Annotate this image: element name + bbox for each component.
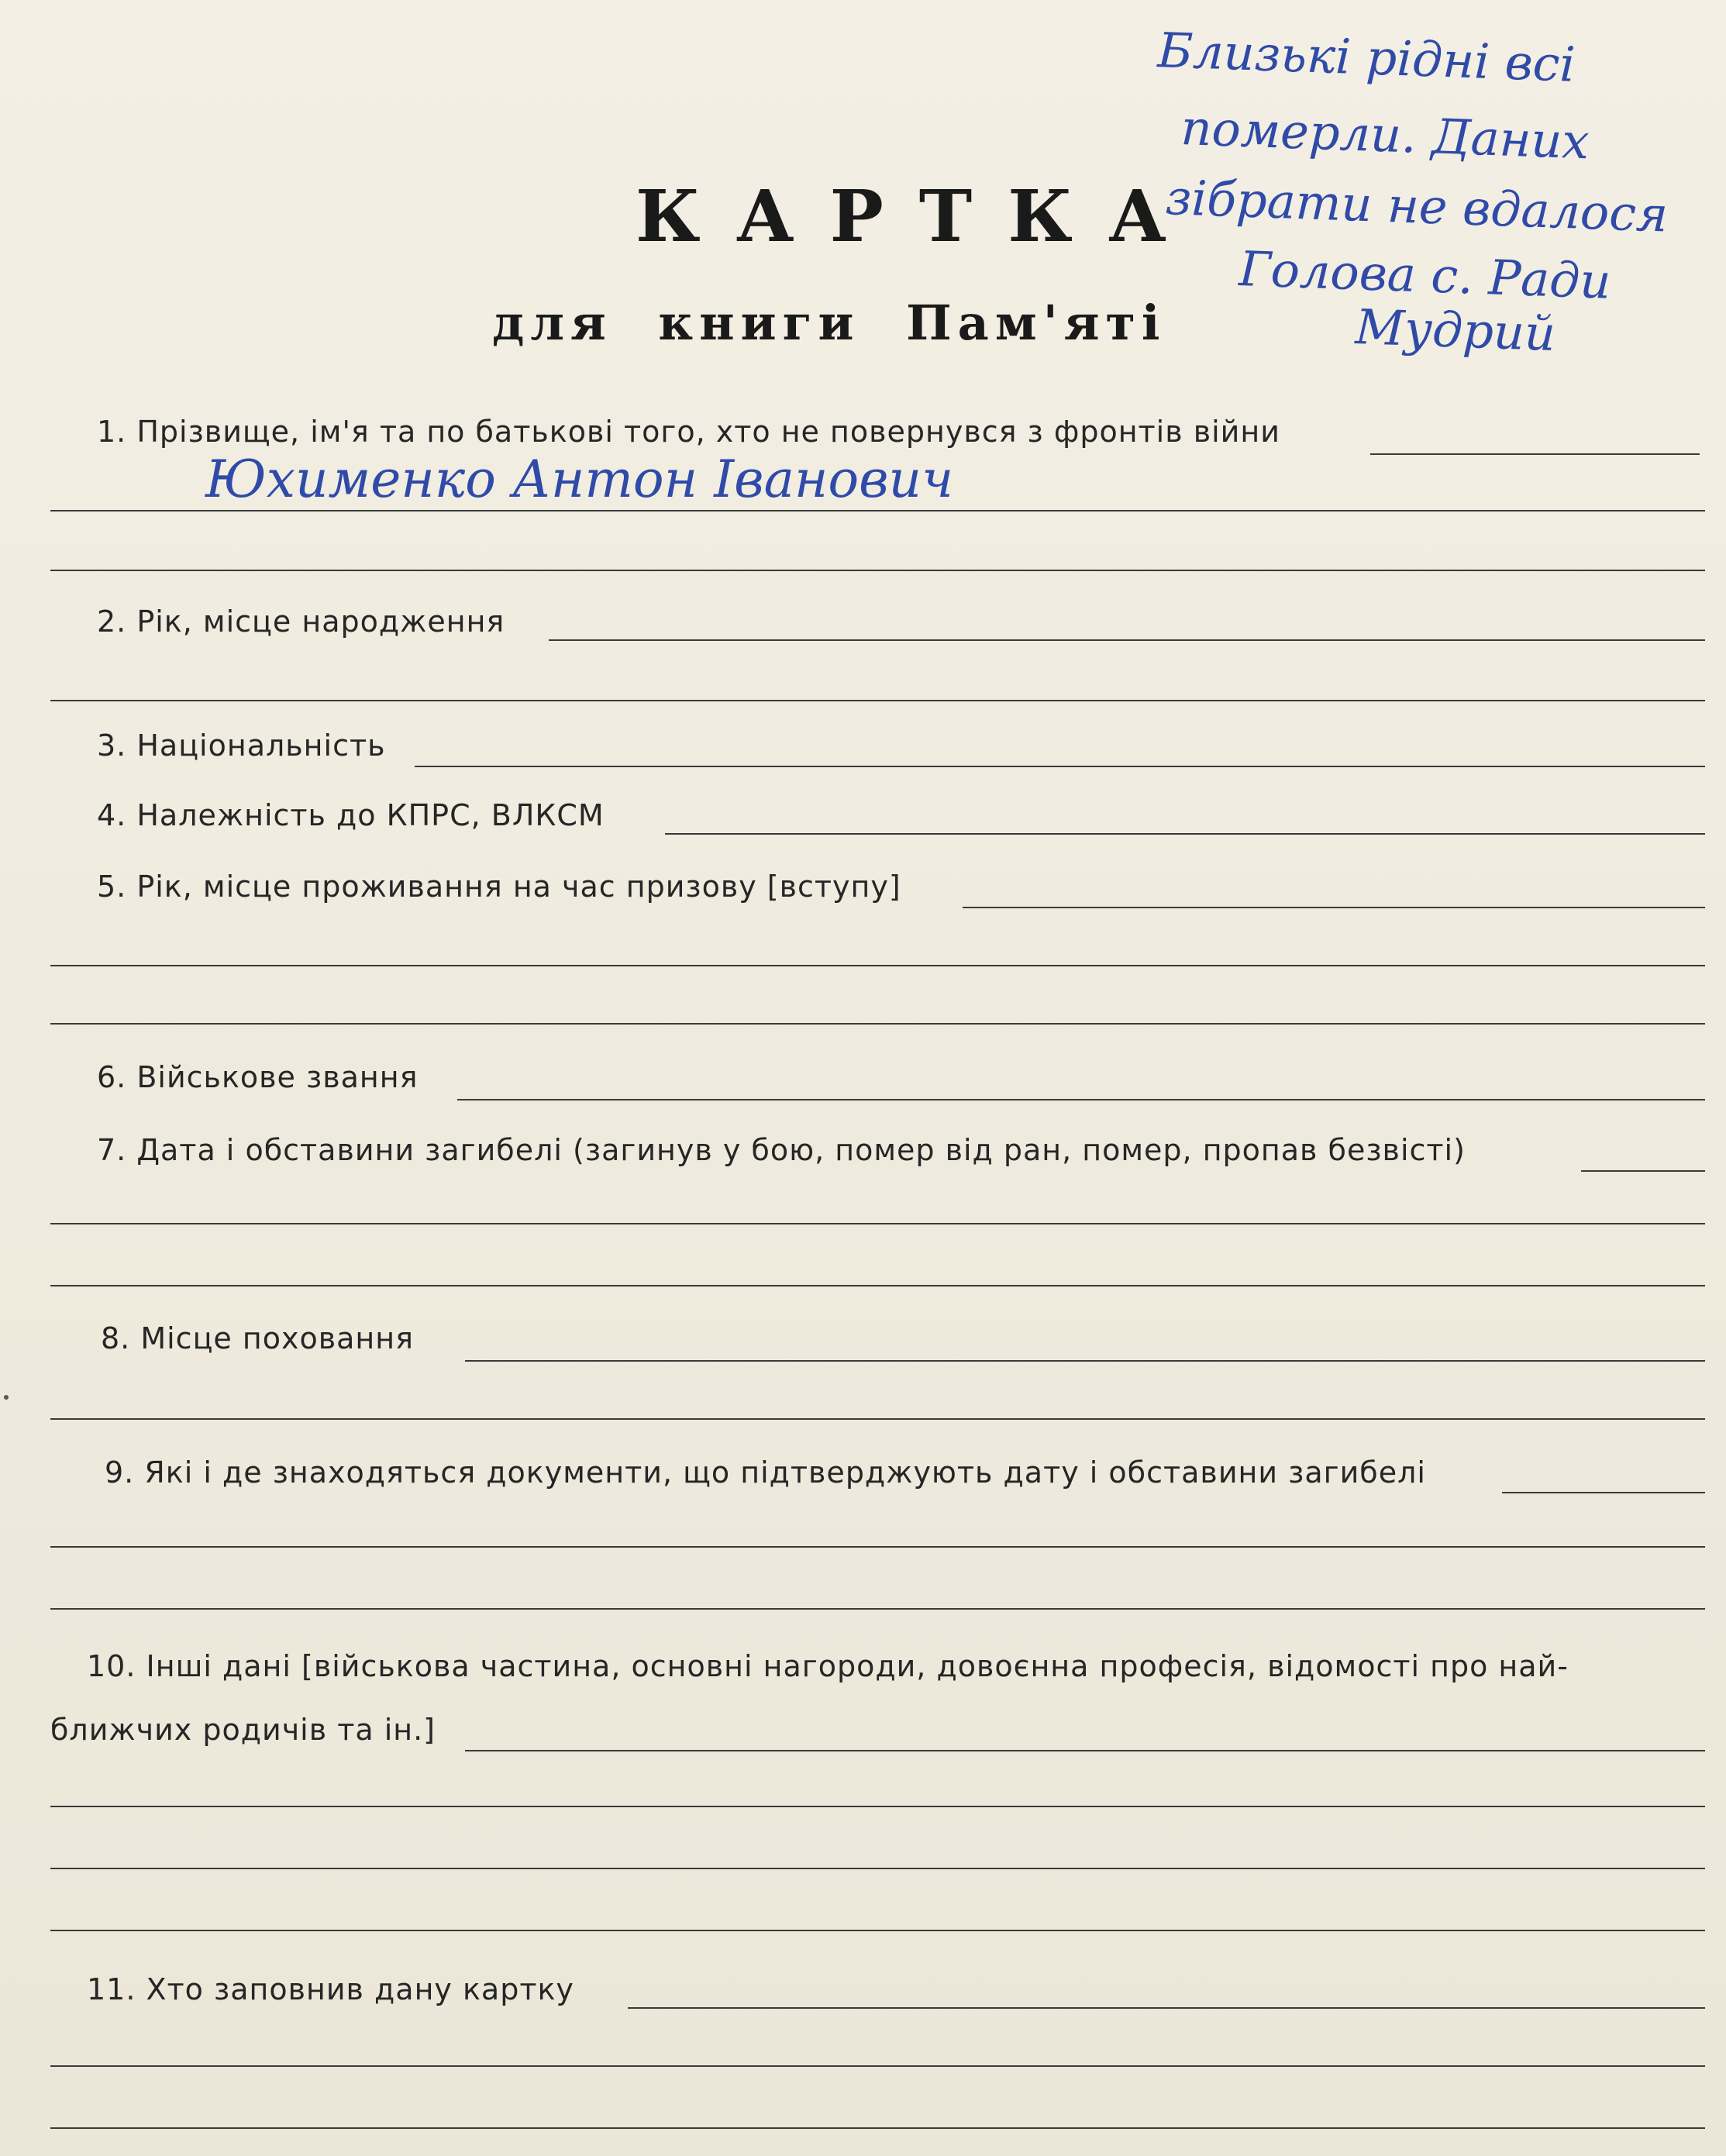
field-11-label: 11. Хто заповнив дану картку — [87, 1972, 574, 2006]
field-8-line — [50, 1418, 1705, 1420]
card-title: КАРТКА — [636, 174, 1202, 258]
field-10-line — [465, 1750, 1705, 1751]
field-7-line — [50, 1223, 1705, 1224]
field-4-line — [665, 833, 1705, 835]
field-10-line — [50, 1868, 1705, 1869]
card-subtitle: для книги Пам'яті — [492, 294, 1166, 351]
field-3-line — [415, 766, 1705, 767]
field-9-label: 9. Які і де знаходяться документи, що підтверджують дату і обставини загибелі — [105, 1455, 1426, 1490]
field-8-label: 8. Місце поховання — [101, 1321, 414, 1355]
fallen-name: Юхименко Антон Іванович — [205, 449, 954, 509]
field-5-line — [50, 1023, 1705, 1025]
paper-speck — [4, 1395, 9, 1400]
handwritten-note-line-1: Близькі рідні всі — [1156, 22, 1576, 93]
field-3-label: 3. Національність — [97, 728, 386, 763]
field-7-line — [50, 1285, 1705, 1286]
field-10-label: 10. Інші дані [військова частина, основні нагороди, довоєнна професія, відомості про най- — [87, 1649, 1569, 1683]
field-7-label: 7. Дата і обставини загибелі (загинув у бою, помер від ран, помер, пропав безвісті) — [97, 1133, 1466, 1167]
handwritten-note-line-2: померли. Даних — [1180, 99, 1590, 170]
field-4-label: 4. Належність до КПРС, ВЛКСМ — [97, 798, 605, 832]
field-8-line — [465, 1360, 1705, 1362]
field-5-label: 5. Рік, місце проживання на час призову [вступу] — [97, 870, 901, 904]
field-9-line — [50, 1608, 1705, 1610]
field-10-label-cont: ближчих родичів та ін.] — [50, 1713, 436, 1747]
field-1-label: 1. Прізвище, ім'я та по батькові того, хто не повернувся з фронтів війни — [97, 415, 1280, 449]
field-5-line — [963, 907, 1705, 908]
field-1-line — [50, 510, 1705, 511]
field-10-line — [50, 1806, 1705, 1807]
field-11-line — [50, 2065, 1705, 2067]
field-2-label: 2. Рік, місце народження — [97, 604, 505, 639]
field-11-line — [50, 2127, 1705, 2129]
handwritten-signature: Мудрий — [1354, 298, 1557, 362]
field-1-line — [50, 570, 1705, 571]
field-9-line — [1502, 1492, 1705, 1493]
field-10-line — [50, 1930, 1705, 1931]
field-2-line — [50, 700, 1705, 701]
field-11-line — [628, 2007, 1705, 2009]
field-7-line — [1581, 1170, 1705, 1172]
field-9-line — [50, 1546, 1705, 1548]
field-2-line — [549, 639, 1705, 641]
field-5-line — [50, 965, 1705, 966]
handwritten-note-line-4: Голова с. Ради — [1238, 240, 1612, 310]
field-6-label: 6. Військове звання — [97, 1060, 419, 1094]
field-1-line — [1370, 453, 1700, 455]
handwritten-note-line-3: зібрати не вдалося — [1164, 169, 1669, 243]
field-6-line — [457, 1099, 1705, 1100]
